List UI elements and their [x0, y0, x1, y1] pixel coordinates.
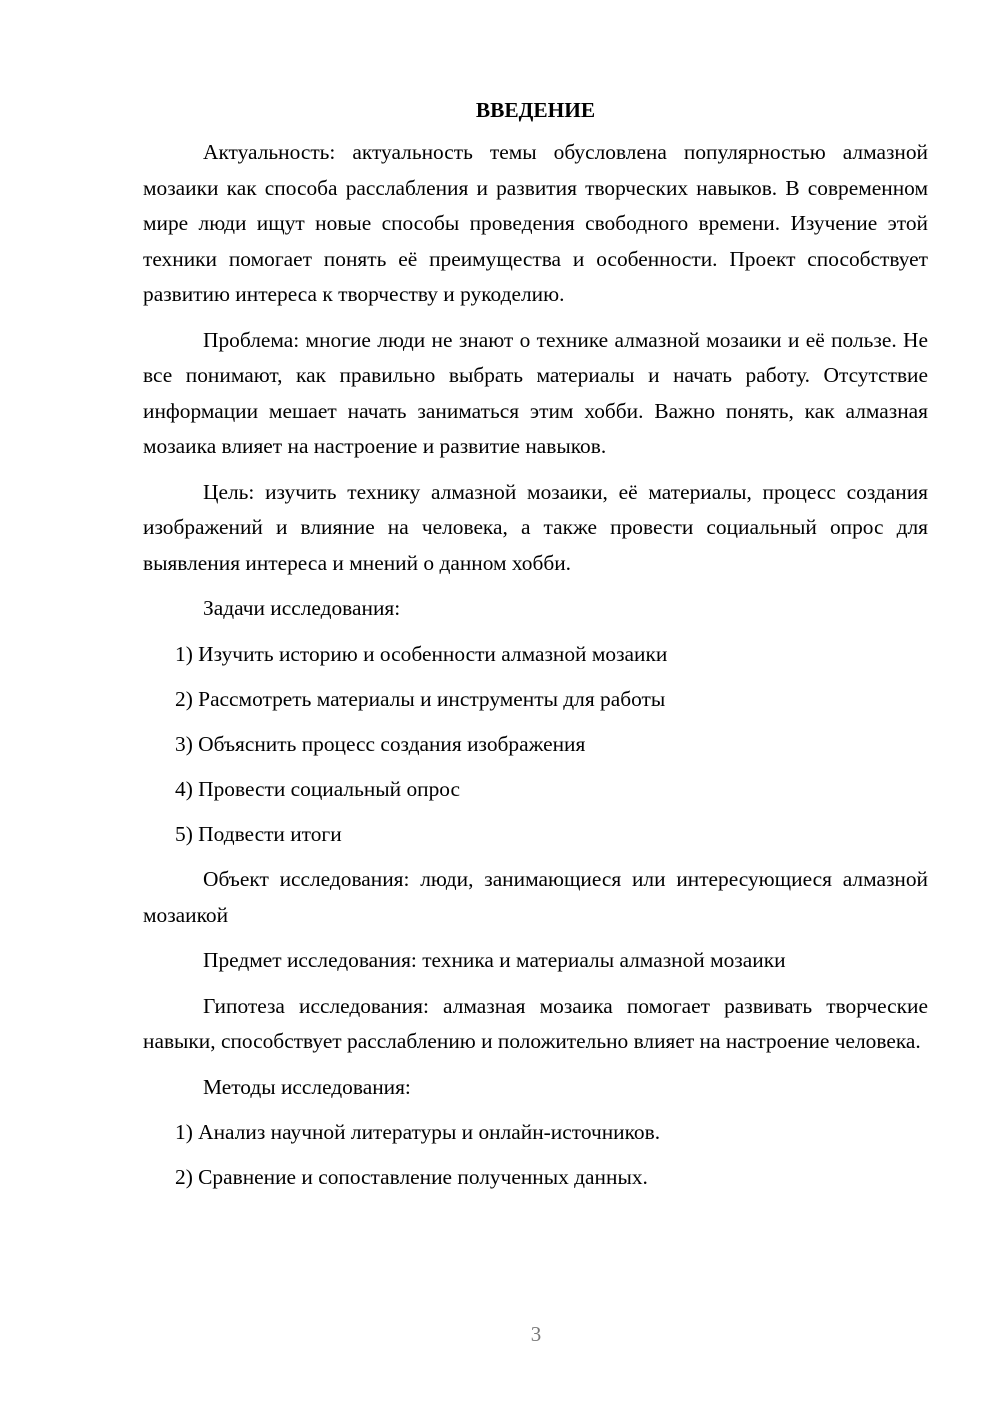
task-item: 2) Рассмотреть материалы и инструменты для работы: [175, 686, 666, 711]
tasks-title: Задачи исследования:: [203, 596, 401, 620]
task-item: 4) Провести социальный опрос: [175, 776, 461, 801]
methods-list: [143, 1115, 928, 1196]
hypothesis-paragraph: Гипотеза исследования: алмазная мозаика помогает развивать творческие навыки, способствует расслаблению и положительно влияет на настроение человека.: [143, 993, 928, 1053]
problem-paragraph: Проблема: многие люди не знают о технике алмазной мозаики и её пользе. Не все понимают, как правильно выбрать материалы и начать работу. Отсутствие информации мешает начать заниматься этим хобби. Важно понять, как алмазная мозаика влияет на настроение и развитие навыков.: [143, 327, 928, 458]
task-item: 3) Объяснить процесс создания изображения: [175, 731, 586, 756]
subject-paragraph: Предмет исследования: техника и материалы алмазной мозаики: [203, 948, 786, 972]
tasks-list: [143, 637, 928, 853]
object-paragraph: Объект исследования: люди, занимающиеся или интересующиеся алмазной мозаикой: [143, 867, 928, 927]
method-item: 2) Сравнение и сопоставление полученных данных.: [175, 1165, 648, 1189]
method-item: 1) Анализ научной литературы и онлайн-источников.: [175, 1120, 661, 1144]
goal-paragraph: Цель: изучить технику алмазной мозаики, её материалы, процесс создания изображений и влияние на человека, а также провести социальный опрос для выявления интереса и мнений о данном хобби.: [143, 479, 928, 575]
relevance-paragraph: Актуальность: актуальность темы обусловлена популярностью алмазной мозаики как способа расслабления и развития творческих навыков. В современном мире люди ищут новые способы проведения свободного времени. Изучение этой техники помогает понять её преимущества и особенности. Проект способствует развитию интереса к творчеству и рукоделию.: [143, 140, 928, 306]
section-heading: ВВЕДЕНИЕ: [475, 98, 596, 122]
page-number: 3: [530, 1322, 542, 1346]
methods-title: Методы исследования:: [203, 1074, 411, 1099]
task-item: 5) Подвести итоги: [175, 821, 342, 846]
task-item: 1) Изучить историю и особенности алмазной мозаики: [175, 641, 668, 666]
document-page: [143, 95, 928, 1206]
